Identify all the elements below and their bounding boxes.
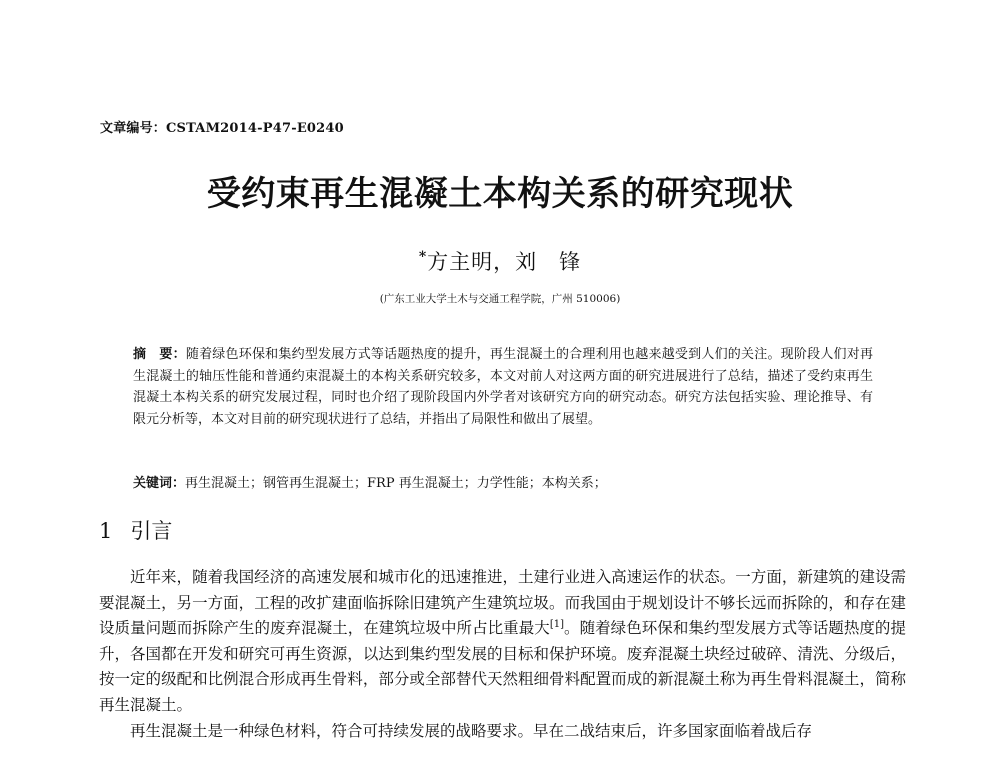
section-number: 1 [99, 519, 113, 543]
keywords-text: 再生混凝土；钢管再生混凝土；FRP 再生混凝土；力学性能；本构关系； [185, 476, 607, 491]
article-id: 文章编号：CSTAM2014-P47-E0240 [100, 121, 344, 136]
abstract-label: 摘 要： [133, 347, 186, 362]
body-paragraph-1 [99, 565, 906, 719]
author-names: 方主明，刘 锋 [427, 250, 582, 274]
body-paragraph-2: 再生混凝土是一种绿色材料，符合可持续发展的战略要求。早在二战结束后，许多国家面临着战后存 [130, 721, 813, 740]
authors [0, 246, 1000, 276]
abstract [133, 344, 873, 430]
keywords [133, 474, 873, 494]
body-text [99, 565, 906, 744]
section-title: 引言 [130, 519, 173, 543]
corresponding-author-marker: * [418, 249, 428, 265]
section-heading [99, 515, 172, 545]
paper-title: 受约束再生混凝土本构关系的研究现状 [206, 174, 794, 214]
keywords-label: 关键词： [133, 476, 186, 491]
affiliation: (广东工业大学土木与交通工程学院，广州 510006) [379, 293, 621, 305]
paragraph-1-part-a: 近年来，随着我国经济的高速发展和城市化的迅速推进，土建行业进入高速运作的状态。一方面，新建筑的建设需要混凝土，另一方面，工程的改扩建面临拆除旧建筑产生建筑垃圾。而我国由于规划设计不够长远而拆除的，和存在建设质量问题而拆除产生的废弃混凝土，在建筑垃圾中所占比重最大 [99, 568, 906, 638]
paragraph-1-part-b: 。随着绿色环保和集约型发展方式等话题热度的提升，各国都在开发和研究可再生资源，以达到集约型发展的目标和保护环境。废弃混凝土块经过破碎、清洗、分级后，按一定的级配和比例混合形成再生骨料，部分或全部替代天然粗细骨料配置而成的新混凝土称为再生骨料混凝土，简称再生混凝土。 [99, 619, 906, 714]
abstract-text: 随着绿色环保和集约型发展方式等话题热度的提升，再生混凝土的合理利用也越来越受到人们的关注。现阶段人们对再生混凝土的轴压性能和普通约束混凝土的本构关系研究较多，本文对前人对这两方面的研究进展进行了总结，描述了受约束再生混凝土本构关系的研究发展过程，同时也介绍了现阶段国内外学者对该研究方向的研究动态。研究方法包括实验、理论推导、有限元分析等，本文对目前的研究现状进行了总结，并指出了局限性和做出了展望。 [133, 347, 873, 427]
citation-ref: [1] [549, 619, 564, 631]
